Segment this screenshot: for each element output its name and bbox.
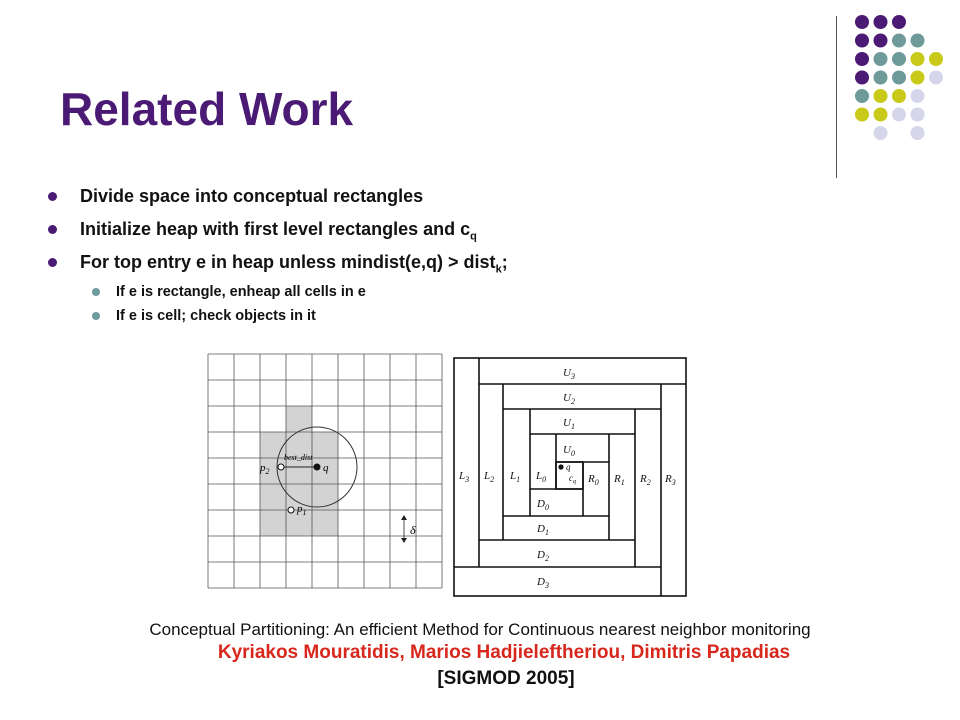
decorative-dot [911,108,925,122]
sub-bullet-dot-icon [92,288,100,296]
sub-bullet-item [48,305,768,329]
decorative-dot [892,34,906,48]
label-R2: $R_2$ [640,473,651,487]
bullet-subscript: q [470,230,477,243]
decorative-dot [892,89,906,103]
label-L3: $L_3$ [459,470,470,484]
delta-label: δ [410,523,416,537]
bullet-text: For top entry e in heap unless mindist(e,q) > dist [80,252,496,272]
decorative-dot [892,52,906,66]
sub-bullet-item [48,281,768,305]
bullet-subscript: k [495,263,502,276]
decorative-dot [855,52,869,66]
decorative-dot [911,71,925,85]
decorative-dot [929,52,943,66]
decorative-dot [874,108,888,122]
decorative-dot [892,15,906,29]
label-U0: $U_0$ [563,444,575,458]
point-p1-icon [288,507,294,513]
label-U3: $U_3$ [563,367,575,381]
decorative-dot [911,126,925,140]
decorative-dot [874,126,888,140]
conceptual-partitioning-figure [200,352,690,598]
decorative-dot [855,108,869,122]
p2-label: $p_2$ [260,462,270,476]
label-cq: $c_q$ [569,473,576,485]
citation-venue: [SIGMOD 2005] [437,668,575,689]
decorative-dot [855,71,869,85]
label-D3: $D_3$ [537,576,549,590]
decorative-dot [911,34,925,48]
label-q: q [566,462,571,472]
point-p2-icon [278,464,284,470]
best-dist-label: best_dist [284,453,313,462]
decorative-dot [855,34,869,48]
decorative-dot [892,108,906,122]
divider-line [836,16,837,178]
query-point-icon [314,464,321,471]
bullet-item [48,182,768,215]
citation-authors: Kyriakos Mouratidis, Marios Hadjieleftheriou, Dimitris Papadias [217,642,791,663]
p1-label: $p_1$ [297,503,307,517]
bullet-text: Initialize heap with first level rectangles and c [80,219,471,239]
decorative-dot [874,71,888,85]
label-L0: $L_0$ [536,470,547,484]
label-D0: $D_0$ [537,498,549,512]
decorative-dot [874,89,888,103]
bullet-text: Divide space into conceptual rectangles [80,186,424,206]
decorative-dot [929,71,943,85]
sub-bullet-text: If e is cell; check objects in it [116,308,316,324]
label-R3: $R_3$ [665,473,676,487]
bullet-list [48,182,768,329]
label-D1: $D_1$ [537,523,549,537]
label-U1: $U_1$ [563,417,575,431]
label-D2: $D_2$ [537,549,549,563]
slide-title: Related Work [60,83,354,135]
bullet-dot-icon [48,258,57,267]
bullet-dot-icon [48,225,57,234]
label-L2: $L_2$ [484,470,495,484]
query-point-right-icon [558,464,563,469]
decorative-dot [911,52,925,66]
decorative-dot [874,52,888,66]
bullet-dot-icon [48,192,57,201]
sub-bullet-dot-icon [92,312,100,320]
rectangle-labels [458,367,676,590]
sub-bullet-text: If e is rectangle, enheap all cells in e [116,284,366,300]
decorative-dot [911,89,925,103]
bullet-item [48,215,768,248]
decorative-dot [855,89,869,103]
label-U2: $U_2$ [563,392,575,406]
citation-title: Conceptual Partitioning: An efficient Method for Continuous nearest neighbor monitoring [149,620,811,639]
bullet-item [48,248,768,281]
bullet-suffix: ; [501,252,508,272]
q-label: q [323,462,329,474]
decorative-dot [855,15,869,29]
label-R0: $R_0$ [588,473,599,487]
label-R1: $R_1$ [614,473,625,487]
grid-figure [208,354,442,588]
decorative-dot [874,15,888,29]
decorative-dot [874,34,888,48]
label-L1: $L_1$ [510,470,521,484]
decorative-dot [892,71,906,85]
